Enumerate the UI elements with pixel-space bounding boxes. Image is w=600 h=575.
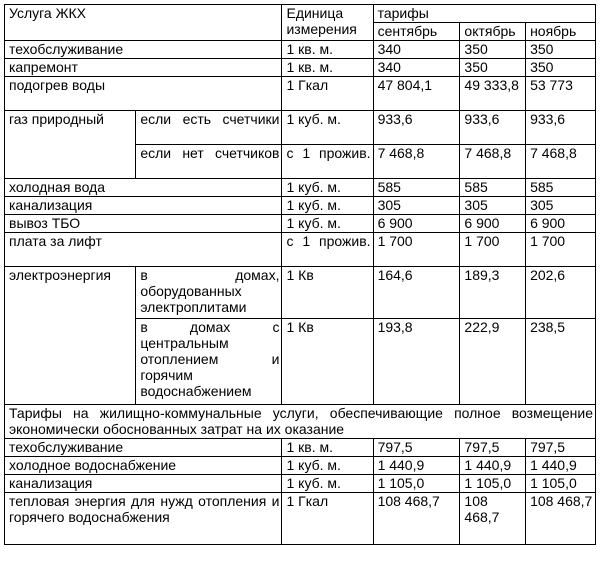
value-cell: 340 <box>373 41 460 59</box>
unit-cell: 1 куб. м. <box>282 215 373 233</box>
value-cell: 305 <box>373 197 460 215</box>
unit-cell: с 1 прожив. <box>282 233 373 267</box>
table-row <box>5 179 596 197</box>
sub-service-name: если есть счетчики <box>136 111 282 145</box>
value-cell: 305 <box>460 197 526 215</box>
unit-cell: 1 кв. м. <box>282 59 373 77</box>
value-cell: 7 468,8 <box>460 145 526 179</box>
service-name: холодное водоснабжение <box>5 457 282 475</box>
service-name: газ природный <box>5 111 136 179</box>
table-row <box>5 77 596 111</box>
unit-cell: 1 куб. м. <box>282 197 373 215</box>
service-name: капремонт <box>5 59 282 77</box>
value-cell: 350 <box>460 41 526 59</box>
value-cell: 47 804,1 <box>373 77 460 111</box>
sub-service-name: в домах с центральным отоплением и горячим водоснабжением <box>136 319 282 405</box>
value-cell: 340 <box>373 59 460 77</box>
tariff-table <box>4 4 596 545</box>
value-cell: 108 468,7 <box>526 493 596 545</box>
value-cell: 1 700 <box>373 233 460 267</box>
value-cell: 108 468,7 <box>373 493 460 545</box>
value-cell: 305 <box>526 197 596 215</box>
value-cell: 933,6 <box>460 111 526 145</box>
value-cell: 350 <box>460 59 526 77</box>
value-cell: 7 468,8 <box>373 145 460 179</box>
unit-cell: 1 куб. м. <box>282 111 373 145</box>
value-cell: 797,5 <box>373 439 460 457</box>
table-row <box>5 59 596 77</box>
value-cell: 1 440,9 <box>460 457 526 475</box>
value-cell: 189,3 <box>460 267 526 319</box>
value-cell: 1 440,9 <box>373 457 460 475</box>
value-cell: 1 105,0 <box>373 475 460 493</box>
unit-cell: 1 Гкал <box>282 493 373 545</box>
value-cell: 53 773 <box>526 77 596 111</box>
unit-cell: 1 Кв <box>282 319 373 405</box>
value-cell: 1 105,0 <box>460 475 526 493</box>
value-cell: 238,5 <box>526 319 596 405</box>
value-cell: 108 468,7 <box>460 493 526 545</box>
header-service: Услуга ЖКХ <box>5 5 282 41</box>
value-cell: 933,6 <box>373 111 460 145</box>
sub-service-name: если нет счетчиков <box>136 145 282 179</box>
value-cell: 222,9 <box>460 319 526 405</box>
header-month: ноябрь <box>526 23 596 41</box>
header-month: октябрь <box>460 23 526 41</box>
value-cell: 49 333,8 <box>460 77 526 111</box>
value-cell: 202,6 <box>526 267 596 319</box>
value-cell: 933,6 <box>526 111 596 145</box>
value-cell: 585 <box>373 179 460 197</box>
section-title-row <box>5 405 596 439</box>
table-row <box>5 197 596 215</box>
unit-cell: 1 куб. м. <box>282 457 373 475</box>
sub-service-name: в домах, оборудованных электроплитами <box>136 267 282 319</box>
table-row <box>5 267 596 319</box>
unit-cell: 1 куб. м. <box>282 179 373 197</box>
table-row <box>5 457 596 475</box>
value-cell: 1 440,9 <box>526 457 596 475</box>
unit-cell: 1 Гкал <box>282 77 373 111</box>
header-tariffs: тарифы <box>373 5 595 23</box>
service-name: подогрев воды <box>5 77 282 111</box>
section-title: Тарифы на жилищно-коммунальные услуги, обеспечивающие полное возмещение экономически обоснованных затрат на их оказание <box>5 405 596 439</box>
value-cell: 585 <box>460 179 526 197</box>
table-row <box>5 41 596 59</box>
service-name: электроэнергия <box>5 267 136 405</box>
value-cell: 585 <box>526 179 596 197</box>
service-name: тепловая энергия для нужд отопления и горячего водоснабжения <box>5 493 282 545</box>
value-cell: 193,8 <box>373 319 460 405</box>
value-cell: 350 <box>526 59 596 77</box>
service-name: вывоз ТБО <box>5 215 282 233</box>
value-cell: 7 468,8 <box>526 145 596 179</box>
table-row <box>5 215 596 233</box>
value-cell: 797,5 <box>526 439 596 457</box>
value-cell: 164,6 <box>373 267 460 319</box>
value-cell: 350 <box>526 41 596 59</box>
table-row <box>5 233 596 267</box>
header-unit: Единица измерения <box>282 5 373 41</box>
value-cell: 6 900 <box>460 215 526 233</box>
unit-cell: 1 Кв <box>282 267 373 319</box>
service-name: техобслуживание <box>5 41 282 59</box>
value-cell: 1 105,0 <box>526 475 596 493</box>
table-row <box>5 111 596 145</box>
service-name: холодная вода <box>5 179 282 197</box>
service-name: плата за лифт <box>5 233 282 267</box>
table-row <box>5 475 596 493</box>
unit-cell: 1 кв. м. <box>282 439 373 457</box>
header-row <box>5 5 596 23</box>
value-cell: 6 900 <box>526 215 596 233</box>
service-name: канализация <box>5 475 282 493</box>
value-cell: 1 700 <box>460 233 526 267</box>
unit-cell: 1 куб. м. <box>282 475 373 493</box>
table-row <box>5 439 596 457</box>
service-name: канализация <box>5 197 282 215</box>
value-cell: 1 700 <box>526 233 596 267</box>
value-cell: 6 900 <box>373 215 460 233</box>
service-name: техобслуживание <box>5 439 282 457</box>
unit-cell: с 1 прожив. <box>282 145 373 179</box>
header-month: сентябрь <box>373 23 460 41</box>
value-cell: 797,5 <box>460 439 526 457</box>
unit-cell: 1 кв. м. <box>282 41 373 59</box>
table-row <box>5 493 596 545</box>
